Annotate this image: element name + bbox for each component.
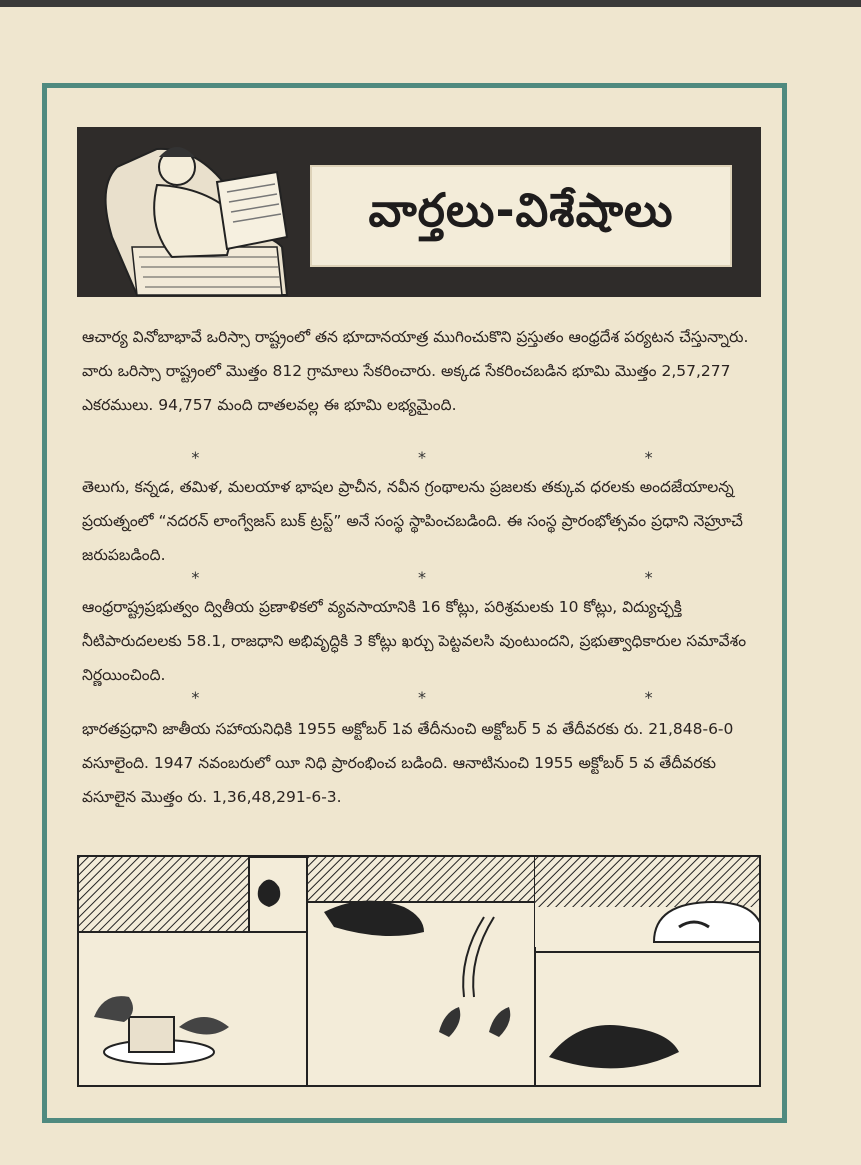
separator-star: * [417, 448, 426, 467]
article-paragraph: తెలుగు, కన్నడ, తమిళ, మలయాళ భాషల ప్రాచీన, నవీన గ్రంథాలను ప్రజలకు తక్కువ ధరలకు అందజేయాలన్న ప్రయత్నంలో “నదరన్ లాంగ్వేజస్ బుక్ ట్రస్ట్” అనే సంస్థ స్థాపించబడింది. ఈ సంస్థ ప్రారంభోత్సవం ప్రధాని నెహ్రూచే జరుపబడింది. [82, 478, 743, 564]
separator-star: * [191, 568, 200, 587]
separator-star: * [644, 448, 653, 467]
separator-star: * [417, 568, 426, 587]
separator [82, 688, 762, 707]
article-paragraph: భారతప్రధాని జాతీయ సహాయనిధికి 1955 అక్టోబర్ 1వ తేదీనుంచి అక్టోబర్ 5 వ తేదీవరకు రు. 21,848-6-0 వసూలైంది. 1947 నవంబరులో యీ నిధి ప్రారంభించ బడింది. ఆనాటినుంచి 1955 అక్టోబర్ 5 వ తేదీవరకు వసూలైన మొత్తం రు. 1,36,48,291-6-3. [82, 720, 734, 806]
header-banner [77, 127, 761, 297]
comic-strip [77, 855, 761, 1087]
separator-star: * [644, 688, 653, 707]
separator-star: * [417, 688, 426, 707]
cat-and-mice-comic-illustration [79, 857, 761, 1087]
separator [82, 448, 762, 467]
article-paragraph: ఆచార్య వినోబాభావే ఒరిస్సా రాష్ట్రంలో తన భూదానయాత్ర ముగించుకొని ప్రస్తుతం ఆంధ్రదేశ పర్యటన చేస్తున్నారు. వారు ఒరిస్సా రాష్ట్రంలో మొత్తం 812 గ్రామాలు సేకరించారు. అక్కడ సేకరించబడిన భూమి మొత్తం 2,57,277 ఎకరములు. 94,757 మంది దాతలవల్ల ఈ భూమి లభ్యమైంది. [82, 328, 749, 414]
separator-star: * [191, 448, 200, 467]
title-plate [310, 165, 732, 267]
separator-star: * [644, 568, 653, 587]
article-paragraph: ఆంధ్రరాష్ట్రప్రభుత్వం ద్వితీయ ప్రణాళికలో వ్యవసాయానికి 16 కోట్లు, పరిశ్రమలకు 10 కోట్లు, విద్యుచ్ఛక్తి నీటిపారుదలలకు 58.1, రాజధాని అభివృద్ధికి 3 కోట్లు ఖర్చు పెట్టవలసి వుంటుందని, ప్రభుత్వాధికారుల సమావేశం నిర్ణయించింది. [82, 598, 747, 684]
top-edge [0, 0, 861, 7]
separator [82, 568, 762, 587]
separator-star: * [191, 688, 200, 707]
page-title: వార్తలు-విశేషాలు [368, 183, 674, 237]
